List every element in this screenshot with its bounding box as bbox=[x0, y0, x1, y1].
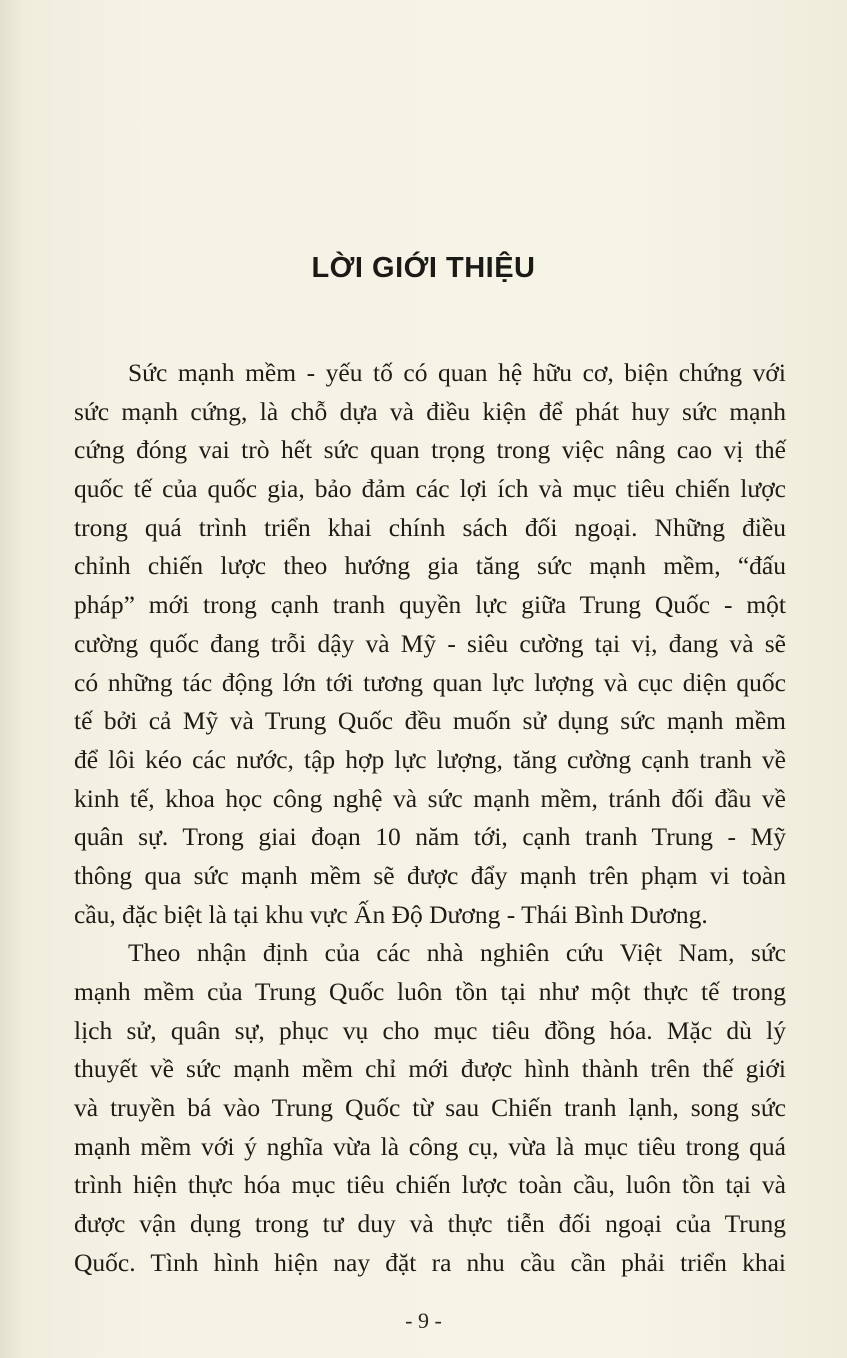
paragraph-1-line: cường quốc đang trỗi dậy và Mỹ - siêu cường tại vị, đang và sẽ bbox=[74, 628, 786, 658]
paragraph-2-line: mạnh mềm với ý nghĩa vừa là công cụ, vừa là mục tiêu trong quá bbox=[74, 1131, 786, 1161]
page-number: - 9 - bbox=[405, 1308, 442, 1333]
paragraph-1-line: có những tác động lớn tới tương quan lực lượng và cục diện quốc bbox=[74, 667, 786, 697]
paragraph-1-line: tế bởi cả Mỹ và Trung Quốc đều muốn sử dụng sức mạnh mềm bbox=[74, 706, 786, 736]
paragraph-1-line: quốc tế của quốc gia, bảo đảm các lợi ích và mục tiêu chiến lược bbox=[74, 474, 786, 504]
paragraph-1-line: trong quá trình triển khai chính sách đối ngoại. Những điều bbox=[74, 512, 786, 542]
paragraph-1-line: để lôi kéo các nước, tập hợp lực lượng, tăng cường cạnh tranh về bbox=[74, 744, 786, 774]
paragraph-2-line: Quốc. Tình hình hiện nay đặt ra nhu cầu cần phải triển khai bbox=[74, 1247, 786, 1277]
paragraph-2-line: thuyết về sức mạnh mềm chỉ mới được hình thành trên thế giới bbox=[74, 1054, 786, 1084]
page-title: LỜI GIỚI THIỆU bbox=[311, 252, 536, 284]
paragraph-1-line: cứng đóng vai trò hết sức quan trọng trong việc nâng cao vị thế bbox=[74, 435, 786, 465]
paragraph-1-line: kinh tế, khoa học công nghệ và sức mạnh mềm, tránh đối đầu về bbox=[74, 783, 786, 813]
paragraph-2-line: lịch sử, quân sự, phục vụ cho mục tiêu đồng hóa. Mặc dù lý bbox=[74, 1015, 786, 1045]
paragraph-2-line: trình hiện thực hóa mục tiêu chiến lược toàn cầu, luôn tồn tại và bbox=[74, 1170, 786, 1200]
body-text bbox=[74, 354, 786, 1283]
paragraph-2-line: mạnh mềm của Trung Quốc luôn tồn tại như một thực tế trong bbox=[74, 977, 786, 1006]
paragraph-1-line: cầu, đặc biệt là tại khu vực Ấn Độ Dương - Thái Bình Dương. bbox=[74, 899, 708, 929]
paragraph-1-line: sức mạnh cứng, là chỗ dựa và điều kiện để phát huy sức mạnh bbox=[74, 396, 786, 426]
paragraph-1-line: pháp” mới trong cạnh tranh quyền lực giữa Trung Quốc - một bbox=[74, 590, 786, 620]
paragraph-2-line: và truyền bá vào Trung Quốc từ sau Chiến tranh lạnh, song sức bbox=[74, 1093, 786, 1123]
paragraph-1-line: Sức mạnh mềm - yếu tố có quan hệ hữu cơ, biện chứng với bbox=[128, 358, 786, 387]
paragraph-2-line: Theo nhận định của các nhà nghiên cứu Việt Nam, sức bbox=[128, 938, 786, 968]
paragraph-2-line: được vận dụng trong tư duy và thực tiễn đối ngoại của Trung bbox=[74, 1209, 786, 1239]
paragraph-1-line: quân sự. Trong giai đoạn 10 năm tới, cạnh tranh Trung - Mỹ bbox=[74, 822, 786, 852]
paragraph-1-line: thông qua sức mạnh mềm sẽ được đẩy mạnh trên phạm vi toàn bbox=[74, 860, 786, 890]
paragraph-1-line: chỉnh chiến lược theo hướng gia tăng sức mạnh mềm, “đấu bbox=[74, 551, 786, 581]
page-edge-shadow bbox=[0, 0, 24, 1358]
